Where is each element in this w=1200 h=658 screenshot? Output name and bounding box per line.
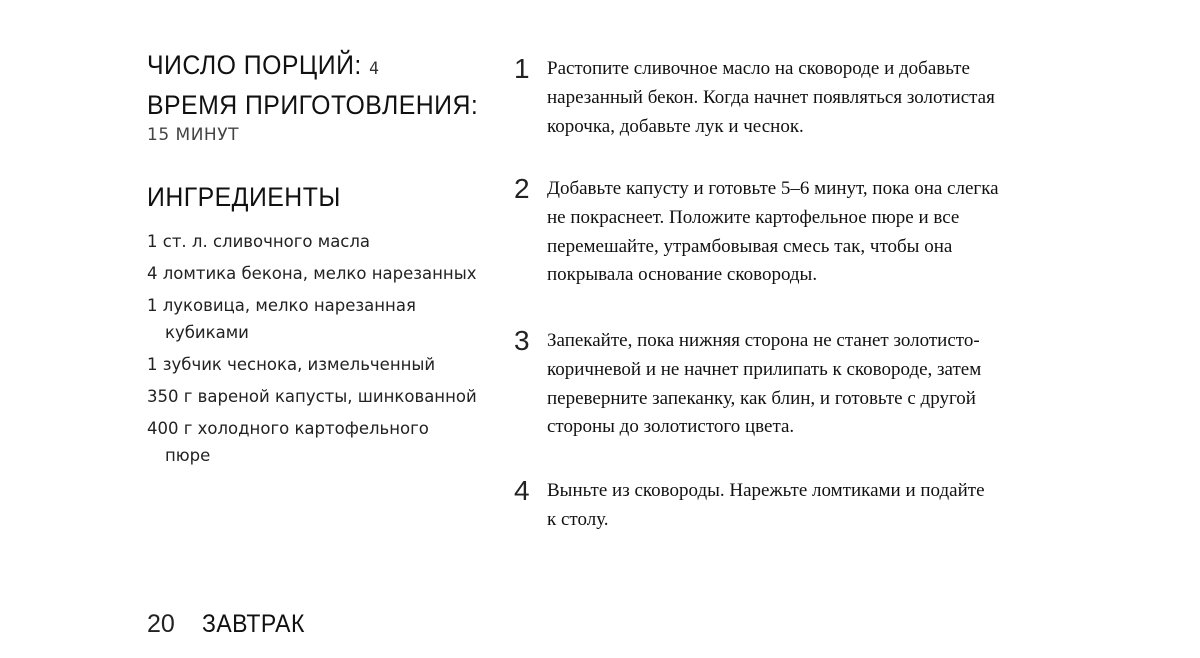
step-number: 3 [514, 325, 530, 356]
prep-time-label: ВРЕМЯ ПРИГОТОВЛЕНИЯ: [147, 90, 479, 120]
ingredient-item [147, 415, 477, 469]
step-line: Выньте из сковороды. Нарежьте ломтиками и подайте [547, 480, 985, 501]
ingredient-line: 350 г вареной капусты, шинкованной [147, 387, 477, 406]
servings-label: ЧИСЛО ПОРЦИЙ: [147, 50, 362, 80]
step-line: Запекайте, пока нижняя сторона не станет золотисто- [547, 330, 980, 351]
step-text [547, 477, 985, 535]
ingredient-item [147, 260, 477, 287]
step-line: не покраснеет. Положите картофельное пюре и все [547, 206, 960, 228]
step-line: перемешайте, утрамбовывая смесь так, чтобы она [547, 235, 953, 257]
ingredient-line: пюре [165, 446, 211, 465]
step-line: покрывала основание сковороды. [547, 264, 818, 286]
ingredient-item [147, 383, 477, 410]
step-text [547, 327, 981, 442]
step-line: нарезанный бекон. Когда начнет появляться золотистая [547, 86, 995, 108]
ingredient-line: кубиками [165, 323, 249, 342]
servings-value: 4 [369, 59, 380, 79]
section-name: ЗАВТРАК [201, 610, 305, 638]
step-text [547, 175, 999, 290]
step-line: к столу. [547, 508, 609, 530]
step-line: Добавьте капусту и готовьте 5–6 минут, пока она слегка [547, 178, 999, 199]
ingredient-item [147, 228, 477, 255]
ingredient-item [147, 292, 477, 346]
ingredient-line: 1 луковица, мелко нарезанная [147, 296, 416, 315]
step-number: 4 [514, 475, 530, 506]
step-text [547, 55, 995, 141]
ingredient-line: 1 зубчик чеснока, измельченный [147, 355, 436, 374]
ingredient-item [147, 351, 477, 378]
ingredients-title: ИНГРЕДИЕНТЫ [147, 182, 341, 212]
prep-time-value: 15 МИНУТ [147, 125, 239, 145]
page-footer [147, 610, 314, 639]
ingredient-line: 4 ломтика бекона, мелко нарезанных [147, 264, 477, 283]
step-line: корочка, добавьте лук и чеснок. [547, 115, 804, 137]
ingredients-list [147, 228, 477, 474]
ingredient-line: 1 ст. л. сливочного масла [147, 232, 371, 251]
step-number: 1 [514, 53, 530, 84]
ingredient-line: 400 г холодного картофельного [147, 419, 429, 438]
step-line: коричневой и не начнет прилипать к сковороде, затем [547, 358, 982, 380]
step-line: переверните запеканку, как блин, и готовьте с другой [547, 387, 976, 409]
servings [147, 50, 380, 81]
step-line: Растопите сливочное масло на сковороде и добавьте [547, 58, 970, 79]
step-number: 2 [514, 173, 530, 204]
page-number: 20 [147, 610, 175, 638]
step-line: стороны до золотистого цвета. [547, 416, 795, 438]
